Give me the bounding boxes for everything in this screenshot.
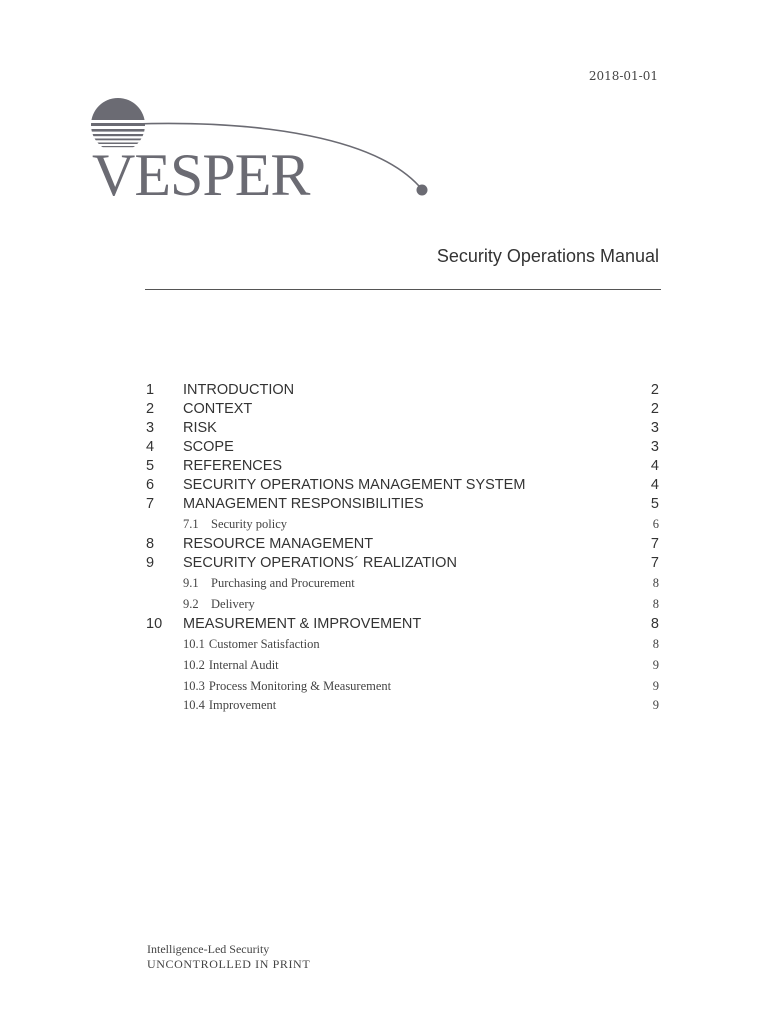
brand-wordmark: VESPER	[92, 142, 310, 206]
toc-entry[interactable]	[146, 419, 659, 438]
toc-label: MEASUREMENT & IMPROVEMENT	[183, 616, 422, 632]
toc-label: REFERENCES	[183, 458, 283, 474]
toc-number: 2	[146, 401, 155, 417]
toc-page: 7	[650, 536, 659, 552]
toc-label: RISK	[183, 420, 217, 436]
vesper-logo	[86, 94, 436, 206]
toc-number: 10.3	[183, 679, 205, 693]
toc-page: 4	[650, 458, 659, 474]
toc-page: 3	[650, 439, 659, 455]
toc-number: 9.1	[183, 576, 199, 590]
toc-number: 3	[146, 420, 155, 436]
toc-number: 4	[146, 439, 155, 455]
toc-subentry[interactable]	[146, 676, 659, 697]
toc-subentry[interactable]	[146, 697, 659, 713]
footer-tagline: Intelligence-Led Security	[147, 942, 270, 956]
toc-page: 6	[652, 517, 659, 531]
toc-label: SCOPE	[183, 439, 234, 455]
toc-page: 4	[650, 477, 659, 493]
toc-entry[interactable]	[146, 476, 659, 495]
toc-entry[interactable]	[146, 381, 659, 400]
toc-subentry[interactable]	[146, 634, 659, 655]
toc-label: Security policy	[211, 517, 288, 531]
toc-page: 9	[652, 679, 659, 693]
toc-page: 8	[652, 637, 659, 651]
footer-notice: UNCONTROLLED IN PRINT	[147, 957, 311, 971]
toc-entry[interactable]	[146, 554, 659, 573]
toc-number: 6	[146, 477, 155, 493]
toc-subentry[interactable]	[146, 573, 659, 594]
toc-page: 8	[650, 616, 659, 632]
document-date: 2018-01-01	[588, 69, 658, 83]
toc-label: SECURITY OPERATIONS MANAGEMENT SYSTEM	[183, 477, 526, 493]
orbit-dot	[417, 185, 428, 196]
toc-number: 10.4	[183, 698, 205, 712]
toc-page: 2	[650, 382, 659, 398]
toc-number: 10.2	[183, 658, 205, 672]
sun-icon	[86, 94, 156, 147]
toc-page: 8	[652, 576, 659, 590]
toc-number: 7.1	[183, 517, 199, 531]
toc-label: Process Monitoring & Measurement	[208, 679, 392, 693]
table-of-contents	[146, 381, 659, 713]
toc-number: 7	[146, 496, 155, 512]
toc-label: Customer Satisfaction	[208, 637, 320, 651]
toc-number: 9	[146, 555, 155, 571]
toc-label: CONTEXT	[183, 401, 253, 417]
toc-number: 1	[146, 382, 155, 398]
toc-label: RESOURCE MANAGEMENT	[183, 536, 374, 552]
toc-entry[interactable]	[146, 535, 659, 554]
toc-subentry[interactable]	[146, 655, 659, 676]
toc-label: Delivery	[211, 597, 255, 611]
document-title: Security Operations Manual	[436, 246, 659, 266]
toc-number: 10.1	[183, 637, 205, 651]
toc-page: 9	[652, 698, 659, 712]
toc-entry[interactable]	[146, 615, 659, 634]
title-divider	[145, 289, 661, 290]
toc-label: MANAGEMENT RESPONSIBILITIES	[183, 496, 424, 512]
toc-page: 3	[650, 420, 659, 436]
toc-page: 7	[650, 555, 659, 571]
toc-label: Improvement	[208, 698, 277, 712]
toc-number: 9.2	[183, 597, 199, 611]
toc-label: INTRODUCTION	[183, 382, 295, 398]
page-footer	[147, 942, 310, 972]
toc-entry[interactable]	[146, 438, 659, 457]
toc-entry[interactable]	[146, 400, 659, 419]
toc-label: Purchasing and Procurement	[211, 576, 355, 590]
toc-subentry[interactable]	[146, 514, 659, 535]
toc-number: 5	[146, 458, 155, 474]
toc-label: SECURITY OPERATIONS´ REALIZATION	[183, 555, 457, 571]
toc-page: 2	[650, 401, 659, 417]
toc-page: 8	[652, 597, 659, 611]
toc-subentry[interactable]	[146, 594, 659, 615]
toc-page: 9	[652, 658, 659, 672]
toc-number: 10	[146, 616, 163, 632]
toc-number: 8	[146, 536, 155, 552]
toc-page: 5	[650, 496, 659, 512]
toc-entry[interactable]	[146, 495, 659, 514]
toc-entry[interactable]	[146, 457, 659, 476]
toc-label: Internal Audit	[208, 658, 279, 672]
